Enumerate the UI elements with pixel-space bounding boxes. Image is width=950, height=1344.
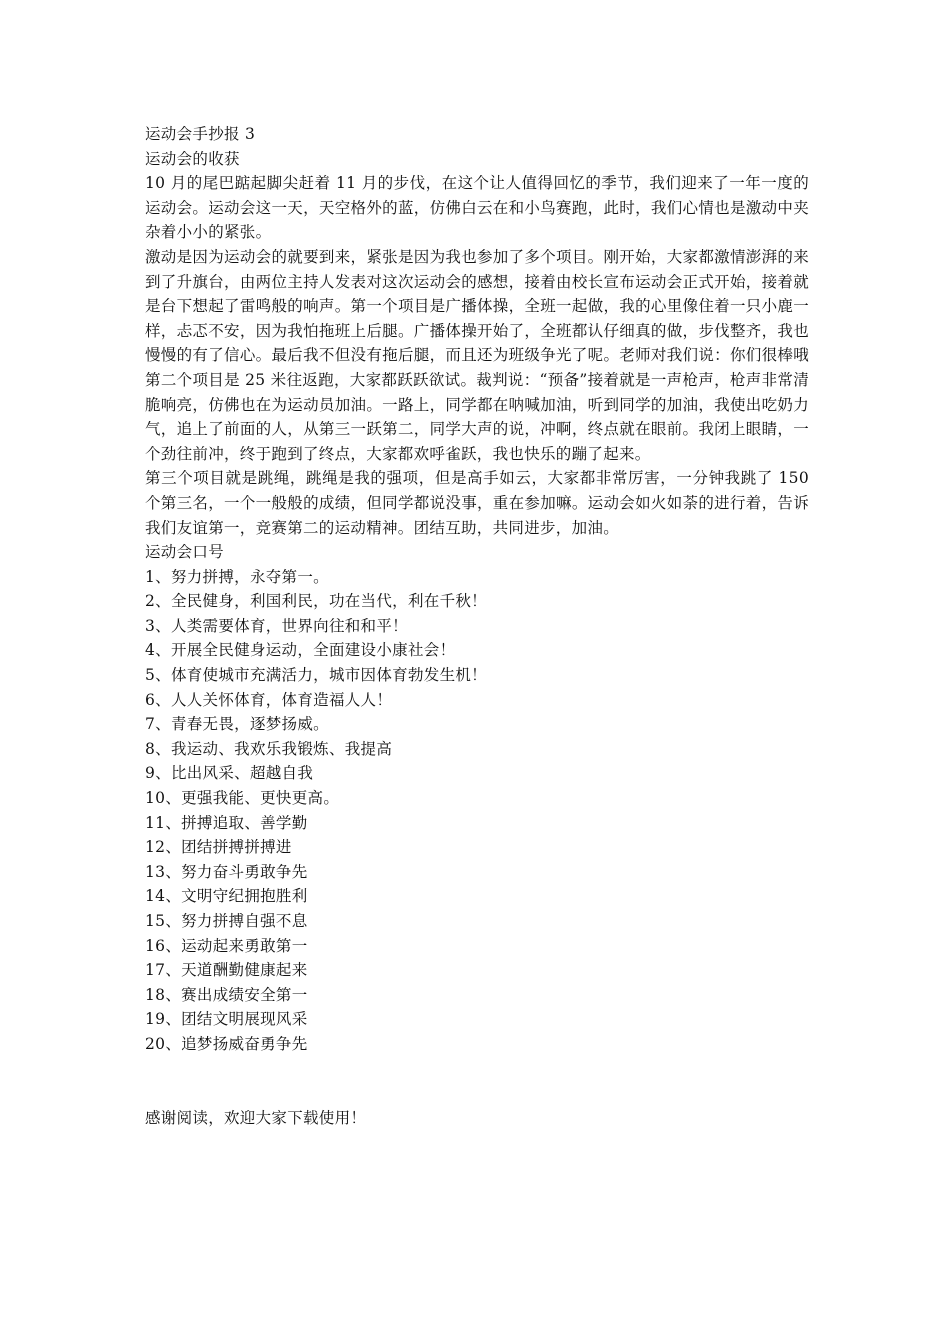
blank-space [145, 1057, 809, 1106]
list-item: 6、人人关怀体育，体育造福人人！ [145, 690, 393, 709]
list-item: 11、拼搏追取、善学勤 [145, 813, 308, 832]
list-item: 16、运动起来勇敢第一 [145, 936, 308, 955]
list-item: 8、我运动、我欢乐我锻炼、我提高 [145, 739, 393, 758]
slogans-title: 运动会口号 [145, 543, 225, 562]
list-item: 5、体育使城市充满活力，城市因体育勃发生机！ [145, 666, 487, 685]
list-item: 1、努力拼搏，永夺第一。 [145, 567, 329, 586]
essay-title: 运动会的收获 [145, 149, 240, 168]
list-item: 9、比出风采、超越自我 [145, 764, 314, 783]
list-item: 18、赛出成绩安全第一 [145, 985, 308, 1004]
document-title: 运动会手抄报 3 [145, 125, 256, 143]
list-item: 20、追梦扬威奋勇争先 [145, 1034, 308, 1053]
list-item: 7、青春无畏，逐梦扬威。 [145, 715, 329, 734]
list-item: 2、全民健身，利国利民，功在当代，利在千秋！ [145, 592, 487, 611]
paragraph-3: 第三个项目就是跳绳，跳绳是我的强项，但是高手如云，大家都非常厉害，一分钟我跳了 150 个第三名，一个一般般的成绩，但同学都说没事，重在参加嘛。运动会如火如荼的进行着，告诉我们友谊第一，竞赛第二的运动精神。团结互助，共同进步，加油。 [145, 469, 809, 537]
list-item: 10、更强我能、更快更高。 [145, 789, 340, 808]
list-item: 4、开展全民健身运动，全面建设小康社会！ [145, 641, 456, 660]
footer-note: 感谢阅读，欢迎大家下载使用！ [145, 1108, 367, 1127]
list-item: 19、团结文明展现风采 [145, 1010, 308, 1029]
list-item: 3、人类需要体育，世界向往和和平！ [145, 616, 408, 635]
list-item: 17、天道酬勤健康起来 [145, 961, 308, 980]
document-page [145, 122, 809, 1130]
list-item: 14、文明守纪拥抱胜利 [145, 887, 308, 906]
list-item: 12、团结拼搏拼搏进 [145, 838, 292, 857]
paragraph-2: 激动是因为运动会的就要到来，紧张是因为我也参加了多个项目。刚开始，大家都激情澎湃的来到了升旗台，由两位主持人发表对这次运动会的感想，接着由校长宣布运动会正式开始，接着就是台下想起了雷鸣般的响声。第一个项目是广播体操，全班一起做，我的心里像住着一只小鹿一样，忐忑不安，因为我怕拖班上后腿。广播体操开始了，全班都认仔细真的做，步伐整齐，我也慢慢的有了信心。最后我不但没有拖后腿，而且还为班级争光了呢。老师对我们说：你们很棒哦第二个项目是 25 米往返跑，大家都跃跃欲试。裁判说：“预备”接着就是一声枪声，枪声非常清脆响亮，仿佛也在为运动员加油。一路上，同学都在呐喊加油，听到同学的加油，我使出吃奶力气，追上了前面的人，从第三一跃第二，同学大声的说，冲啊，终点就在眼前。我闭上眼睛，一个劲往前冲，终于跑到了终点，大家都欢呼雀跃，我也快乐的蹦了起来。 [145, 247, 809, 463]
slogans-list [145, 565, 809, 1057]
list-item: 13、努力奋斗勇敢争先 [145, 862, 308, 881]
list-item: 15、努力拼搏自强不息 [145, 912, 308, 930]
paragraph-1: 10 月的尾巴踮起脚尖赶着 11 月的步伐，在这个让人值得回忆的季节，我们迎来了一年一度的运动会。运动会这一天，天空格外的蓝，仿佛白云在和小鸟赛跑，此时，我们心情也是激动中夹杂着小小的紧张。 [145, 174, 809, 242]
